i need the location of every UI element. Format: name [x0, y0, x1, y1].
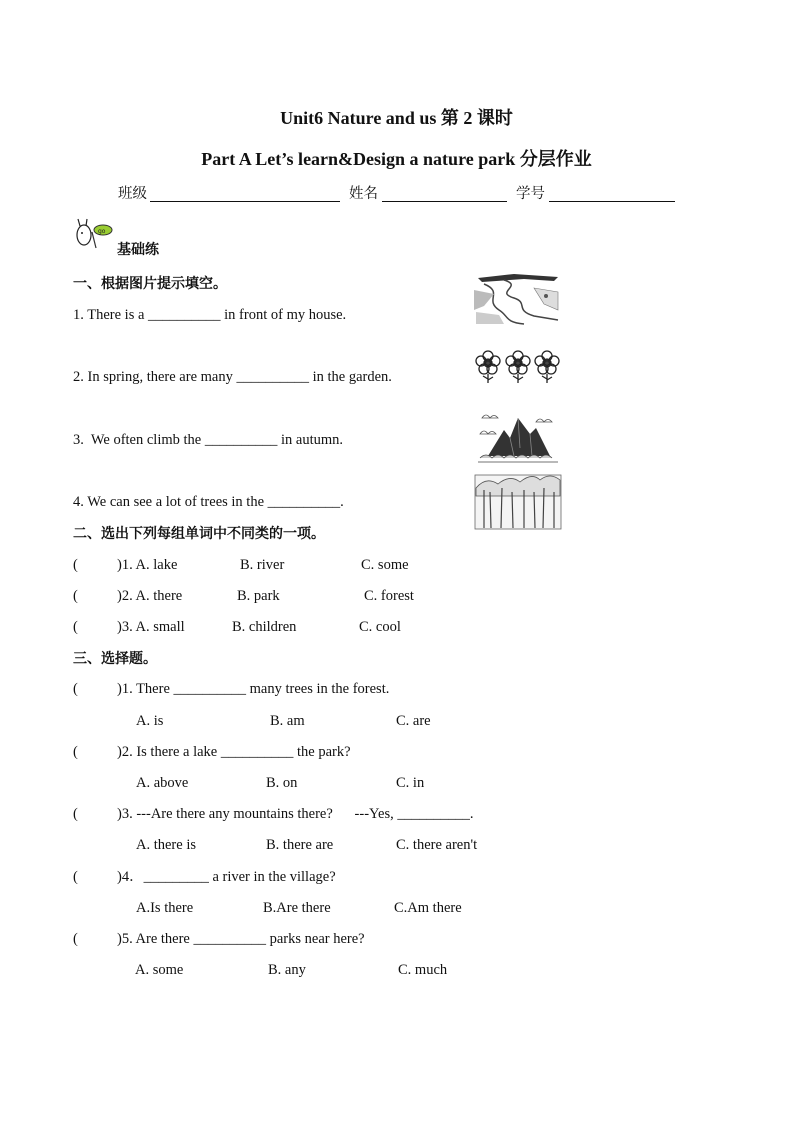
section2-item-2: )2. A. there — [117, 588, 183, 604]
section3-paren-3: ( — [73, 806, 78, 822]
section1-item-4: 4. We can see a lot of trees in the __________. — [73, 494, 344, 510]
section3-q5-option-c: C. much — [398, 962, 448, 978]
section3-q2-option-a: A. above — [136, 775, 189, 791]
section2-item-1-c: C. some — [361, 557, 409, 573]
mountain-picture-icon — [474, 408, 562, 466]
section1-item-2: 2. In spring, there are many __________ in the garden. — [73, 369, 392, 385]
section2-item-3-c: C. cool — [359, 619, 401, 635]
name-field[interactable] — [382, 201, 507, 202]
number-label: 学号 — [516, 186, 545, 202]
section3-q1-option-c: C. are — [396, 713, 431, 729]
section3-question-5: )5. Are there __________ parks near here? — [117, 931, 365, 947]
rabbit-sign-icon — [72, 218, 116, 250]
level-label: 基础练 — [117, 242, 159, 258]
class-field[interactable] — [150, 201, 340, 202]
section3-q5-option-a: A. some — [135, 962, 184, 978]
section1-item-3: 3. We often climb the __________ in autumn. — [73, 432, 343, 448]
section2-item-2-c: C. forest — [364, 588, 414, 604]
number-field[interactable] — [549, 201, 675, 202]
page-subtitle: Part A Let’s learn&Design a nature park 分层作业 — [201, 149, 592, 169]
flowers-picture-icon — [474, 350, 562, 384]
section3-question-1: )1. There __________ many trees in the forest. — [117, 681, 390, 697]
forest-picture-icon — [474, 474, 562, 530]
section3-paren-2: ( — [73, 744, 78, 760]
section3-q1-option-b: B. am — [270, 713, 305, 729]
section3-question-3: )3. ---Are there any mountains there? ---Yes, __________. — [117, 806, 474, 822]
section2-item-3: )3. A. small — [117, 619, 185, 635]
svg-text:go: go — [98, 228, 106, 235]
section2-item-3-b: B. children — [232, 619, 297, 635]
section2-paren-1: ( — [73, 557, 78, 573]
class-label: 班级 — [118, 186, 147, 202]
river-picture-icon — [474, 270, 560, 326]
page-title: Unit6 Nature and us 第 2 课时 — [280, 108, 513, 128]
section1-heading: 一、根据图片提示填空。 — [73, 276, 227, 292]
section2-paren-3: ( — [73, 619, 78, 635]
section3-q3-option-b: B. there are — [266, 837, 334, 853]
section2-heading: 二、选出下列每组单词中不同类的一项。 — [73, 526, 325, 542]
section3-heading: 三、选择题。 — [73, 651, 157, 667]
section2-paren-2: ( — [73, 588, 78, 604]
section3-question-4: )4．_________ a river in the village? — [117, 869, 336, 885]
section3-paren-4: ( — [73, 869, 78, 885]
section3-q1-option-a: A. is — [136, 713, 164, 729]
section3-question-2: )2. Is there a lake __________ the park? — [117, 744, 351, 760]
section2-item-1-b: B. river — [240, 557, 285, 573]
section3-q3-option-a: A. there is — [136, 837, 196, 853]
section3-paren-1: ( — [73, 681, 78, 697]
name-label: 姓名 — [349, 186, 378, 202]
section1-item-1: 1. There is a __________ in front of my house. — [73, 307, 347, 323]
section3-q5-option-b: B. any — [268, 962, 306, 978]
section3-q2-option-b: B. on — [266, 775, 298, 791]
section2-item-1: )1. A. lake — [117, 557, 178, 573]
section3-q2-option-c: C. in — [396, 775, 425, 791]
section3-paren-5: ( — [73, 931, 78, 947]
section3-q4-option-b: B.Are there — [263, 900, 331, 916]
section3-q3-option-c: C. there aren't — [396, 837, 478, 853]
section3-q4-option-c: C.Am there — [394, 900, 462, 916]
section3-q4-option-a: A.Is there — [136, 900, 194, 916]
section2-item-2-b: B. park — [237, 588, 280, 604]
